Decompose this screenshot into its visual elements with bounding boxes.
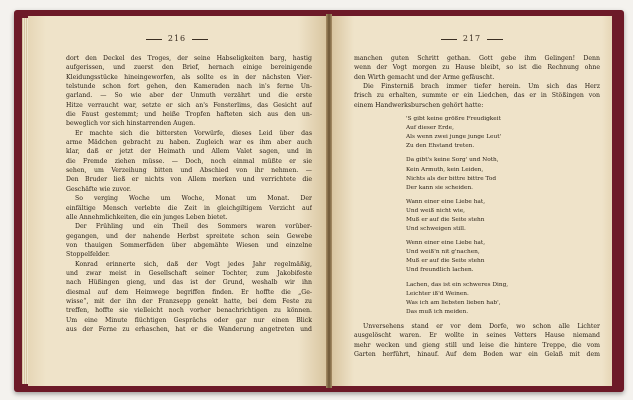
- poem-stanza: [406, 156, 600, 192]
- poem-line: Kein Armuth, kein Leiden,: [406, 166, 484, 173]
- poem-line: Was ich am liebsten lieben hab',: [406, 299, 501, 306]
- text-line: aus der Ferne zu erhaschen, hat er die Wanderung angetreten und: [66, 325, 312, 333]
- text-line: mehr wecken und gieng still und leise die hintere Treppe, die vom: [354, 341, 600, 349]
- text-line: So verging Woche um Woche, Monat um Monat. Der: [75, 195, 312, 203]
- poem-line: Da gibt's keine Sorg' und Noth,: [406, 157, 499, 164]
- text-line: einem Handwerksburschen gehört hatte:: [354, 101, 484, 109]
- poem-line: Nichts als der bittre bittre Tod: [406, 175, 497, 182]
- right-page: [332, 16, 612, 386]
- text-line: Der Frühling und ein Theil des Sommers waren vorüber-: [75, 223, 312, 231]
- text-line: wenn der Vogt morgen zu Hause bleibt, so ist die Rechnung ohne: [354, 64, 600, 72]
- poem-line: Der kann sie scheiden.: [406, 184, 474, 191]
- open-book: [14, 10, 624, 392]
- text-line: Kleidungsstücke hineingeworfen, als sollte es in der nächsten Vier-: [66, 73, 312, 81]
- text-line: Die Finsterniß brach immer tiefer herein. Um sich das Herz: [363, 83, 600, 91]
- poem-line: Wenn einer eine Liebe hat,: [406, 240, 486, 247]
- text-line: Garten herführt, hinauf. Auf dem Boden war ein Gelaß mit dem: [354, 350, 600, 358]
- text-line: dort den Deckel des Troges, der seine Habseligkeiten barg, hastig: [66, 55, 312, 62]
- text-line: den Wirth gemacht und der Arme gefäuscht.: [354, 73, 495, 81]
- page-number-rule: [146, 39, 162, 40]
- text-line: Den Bruder ließ er nichts von Allem merken und verrichtete die: [66, 176, 312, 184]
- poem-line: Leichter iß'd Weinen.: [406, 290, 469, 297]
- text-line: diesmal auf dem Heimwege begriffen finden. Er hoffte die „Ge-: [66, 288, 312, 296]
- text-line: die Faust gestemmt; und heiße Tropfen hafteten sich aus den un-: [66, 111, 312, 119]
- text-line: von thauigen Sommerfäden über abgemähte Wiesen und einzelne: [66, 241, 312, 249]
- poem: [354, 110, 600, 322]
- poem-line: 'S gibt keine größre Freudigkeit: [406, 116, 501, 123]
- text-line: aufgerissen, und zuerst den Brief, hernach einige bereinigende: [66, 64, 312, 72]
- page-number-rule: [487, 39, 503, 40]
- poem-line: Wann einer eine Liebe hat,: [406, 198, 486, 205]
- text-line: nach Hüßingen gieng, und das ist der Grund, weshalb wir ihn: [66, 279, 312, 287]
- text-line: sehen, um Verzeihung bitten und Abschied von ihr nehmen. —: [66, 167, 312, 175]
- text-line: arme Mädchen gebracht zu haben. Zugleich war es ihm aber auch: [66, 139, 312, 147]
- right-page-text: [354, 54, 600, 359]
- poem-line: Muß er auf die Seite stehn: [406, 217, 485, 223]
- text-line: garland. — So wie aber der Unmuth verzährt und die erste: [66, 92, 312, 100]
- page-number-rule: [441, 39, 457, 40]
- page-number-text: 216: [167, 34, 187, 43]
- text-line: alle Annehmlichkeiten, die ein junges Leben bietet.: [66, 213, 228, 221]
- text-line: ausgelöscht waren. Er wollte in seines Vetters Hause niemand: [354, 332, 600, 340]
- poem-line: Zu den Ehstand treten.: [406, 143, 475, 150]
- text-line: frisch zu erhalten, summte er ein Liedchen, das er in Stößingen von: [354, 92, 600, 100]
- page-number-rule: [192, 39, 208, 40]
- poem-line: Das muß ich meiden.: [406, 308, 469, 315]
- text-line: wisse“, mit der ihn der Franzsepp genekt hatte, bei dem Feste zu: [66, 297, 312, 305]
- left-page-text: [66, 54, 312, 334]
- left-page: [28, 16, 326, 386]
- poem-line: Auf dieser Erde,: [406, 125, 454, 132]
- poem-line: Und weiß'n nit g'nachen,: [406, 249, 480, 256]
- text-line: klar, daß er jetzt der Heimath und Allem Valet sagen, und in: [66, 148, 312, 156]
- text-line: Geschäfte wie zuvor.: [66, 185, 131, 193]
- page-number-text: 217: [462, 34, 482, 43]
- poem-stanza: [406, 115, 600, 151]
- text-line: Konrad erinnerte sich, daß der Vogt jedes Jahr regelmäßig,: [75, 260, 312, 268]
- right-page-number: [332, 34, 612, 43]
- text-line: telstunde schon fort gehen, den Kameraden nach in's ferne Un-: [66, 83, 312, 91]
- poem-line: Lachen, das ist ein schweres Ding,: [406, 281, 509, 288]
- poem-line: Muß er auf die Seite stehn: [406, 258, 485, 265]
- text-line: die Fremde ziehen müsse. — Doch, noch einmal müßte er sie: [66, 157, 312, 165]
- poem-line: Als wenn zwei junge junge Leut': [406, 134, 502, 141]
- poem-stanza: [406, 198, 600, 234]
- poem-stanza: [406, 239, 600, 275]
- text-line: manchen guten Schritt gethan. Gott gebe ihm Gelingen! Denn: [354, 55, 600, 62]
- text-line: Hitze verraucht war, setzte er sich an's Fensterlims, das Gesicht auf: [66, 101, 312, 109]
- text-line: Unversehens stand er vor dem Dorfe, wo schon alle Lichter: [363, 322, 600, 330]
- text-line: gegangen, und der nahende Herbst spreitete schon sein Gewebe: [66, 232, 312, 240]
- text-line: einfältige Mensch verlebte die Zeit in gleichgiltigem Verzicht auf: [66, 204, 312, 212]
- poem-line: Und weiß nicht wie,: [406, 207, 465, 214]
- left-page-number: [28, 34, 326, 43]
- text-line: Um eine Minute flüchtigen Gesprächs oder gar nur einen Blick: [66, 316, 312, 324]
- text-line: beweglich vor sich hinstarrenden Augen.: [66, 120, 196, 128]
- text-line: und zwar meist in Gesellschaft seiner Tochter, zum Jakobifeste: [66, 269, 312, 277]
- text-line: treffen, hoffte sie vielleicht noch vorher benachrichtigen zu können.: [66, 307, 312, 315]
- poem-stanza: [406, 281, 600, 317]
- poem-line: Und freundlich lachen.: [406, 267, 474, 274]
- poem-line: Und schweigen still.: [406, 226, 466, 233]
- text-line: Er machte sich die bittersten Vorwürfe, dieses Leid über das: [75, 129, 312, 137]
- text-line: Stoppelfelder.: [66, 251, 110, 259]
